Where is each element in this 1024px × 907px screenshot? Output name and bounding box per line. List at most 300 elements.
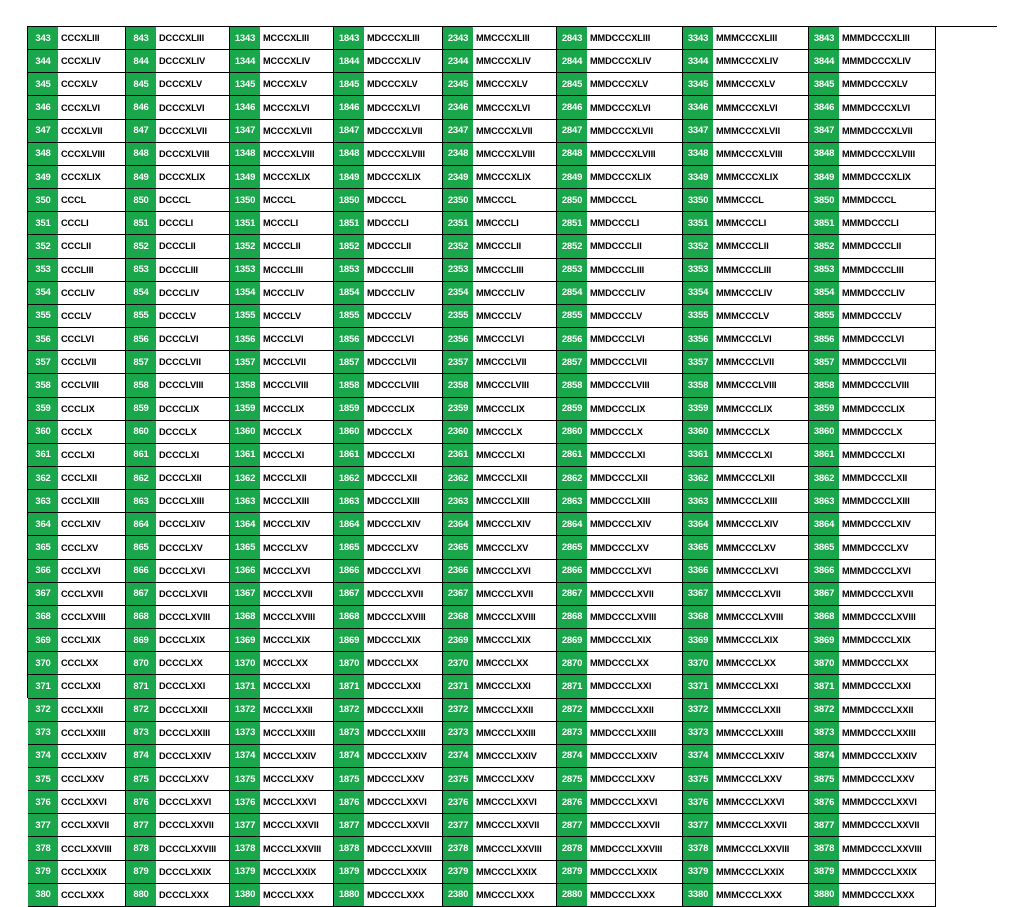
table-cell (230, 50, 334, 73)
table-cell (230, 398, 334, 421)
roman-numeral: CCCLV (61, 310, 92, 321)
roman-numeral: DCCCLIX (159, 403, 200, 414)
table-cell (683, 282, 809, 305)
arabic-number: 3370 (683, 652, 713, 674)
roman-numeral: MCCCLVI (263, 334, 304, 345)
roman-numeral: MMCCCLV (476, 310, 522, 321)
table-row (28, 629, 997, 652)
roman-numeral: MMMCCCLXVII (716, 588, 781, 599)
table-cell (809, 837, 936, 860)
roman-numeral: MMMCCCLVII (716, 357, 775, 368)
arabic-number: 876 (126, 791, 156, 813)
roman-numeral: CCCLXII (61, 473, 98, 484)
table-cell (28, 884, 126, 907)
roman-numeral: MDCCCLVI (367, 334, 415, 345)
arabic-number: 1366 (230, 560, 260, 582)
arabic-number: 3877 (809, 814, 839, 836)
arabic-number: 3373 (683, 722, 713, 744)
roman-numeral: MMDCCCLX (590, 426, 643, 437)
arabic-number: 2856 (557, 328, 587, 350)
table-cell (334, 305, 443, 328)
table-cell (809, 768, 936, 791)
roman-numeral: MDCCCLXVI (367, 565, 421, 576)
table-cell (809, 143, 936, 166)
arabic-number: 1344 (230, 50, 260, 72)
table-row (28, 27, 997, 50)
arabic-number: 3368 (683, 606, 713, 628)
arabic-number: 1878 (334, 837, 364, 859)
roman-numeral: CCCLXXVIII (61, 843, 112, 854)
arabic-number: 3380 (683, 884, 713, 906)
arabic-number: 2376 (443, 791, 473, 813)
table-cell (683, 560, 809, 583)
table-cell (126, 629, 230, 652)
table-cell (683, 120, 809, 143)
roman-numeral: MMCCCLXIV (476, 519, 531, 530)
roman-numeral: MMCCCLVI (476, 334, 525, 345)
roman-numeral: MCCCLIII (263, 264, 304, 275)
arabic-number: 3343 (683, 27, 713, 49)
arabic-number: 359 (28, 398, 58, 420)
table-cell (557, 722, 683, 745)
table-cell (28, 305, 126, 328)
roman-numeral: MMMDCCCXLV (842, 79, 908, 90)
table-cell (443, 374, 557, 397)
arabic-number: 3860 (809, 421, 839, 443)
table-cell (443, 50, 557, 73)
roman-numeral: MCCCLXXVII (263, 820, 319, 831)
roman-numeral: MMMDCCCLXI (842, 449, 905, 460)
table-cell (126, 96, 230, 119)
roman-numeral: MMMCCCLII (716, 241, 769, 252)
roman-numeral: MDCCCLXVIII (367, 611, 426, 622)
arabic-number: 1843 (334, 27, 364, 49)
arabic-number: 1368 (230, 606, 260, 628)
table-cell (443, 235, 557, 258)
roman-numeral: MMCCCLVIII (476, 380, 529, 391)
arabic-number: 2870 (557, 652, 587, 674)
table-cell (334, 444, 443, 467)
arabic-number: 2377 (443, 814, 473, 836)
table-cell (230, 768, 334, 791)
table-row (28, 143, 997, 166)
roman-numeral: DCCCLXIII (159, 496, 205, 507)
table-cell (443, 444, 557, 467)
table-cell (28, 282, 126, 305)
table-cell (443, 120, 557, 143)
table-row (28, 259, 997, 282)
roman-numeral: MDCCCLIX (367, 403, 415, 414)
table-cell (683, 675, 809, 698)
table-cell (230, 143, 334, 166)
roman-numeral: MMMCCCLXII (716, 473, 775, 484)
arabic-number: 1361 (230, 444, 260, 466)
roman-numeral: CCCXLVIII (61, 148, 105, 159)
arabic-number: 849 (126, 166, 156, 188)
table-cell (126, 166, 230, 189)
arabic-number: 3864 (809, 513, 839, 535)
roman-numeral: DCCCLXXIII (159, 727, 211, 738)
arabic-number: 848 (126, 143, 156, 165)
table-cell (557, 212, 683, 235)
arabic-number: 3879 (809, 861, 839, 883)
arabic-number: 347 (28, 120, 58, 142)
table-cell (557, 629, 683, 652)
table-cell (809, 583, 936, 606)
arabic-number: 2850 (557, 189, 587, 211)
arabic-number: 2846 (557, 96, 587, 118)
roman-numeral: DCCCLXVII (159, 588, 208, 599)
arabic-number: 380 (28, 884, 58, 906)
arabic-number: 2863 (557, 490, 587, 512)
roman-numeral: MMMDCCCXLVIII (842, 148, 916, 159)
arabic-number: 373 (28, 722, 58, 744)
arabic-number: 1356 (230, 328, 260, 350)
roman-numeral: CCCLXVIII (61, 611, 106, 622)
arabic-number: 3845 (809, 73, 839, 95)
arabic-number: 1360 (230, 421, 260, 443)
table-cell (809, 73, 936, 96)
roman-numeral: MDCCCXLVI (367, 102, 421, 113)
table-cell (334, 513, 443, 536)
arabic-number: 348 (28, 143, 58, 165)
roman-numeral: MCCCXLV (263, 79, 308, 90)
table-cell (809, 745, 936, 768)
table-cell (334, 814, 443, 837)
table-cell (230, 328, 334, 351)
table-cell (443, 837, 557, 860)
roman-numeral: MMMCCCLXVI (716, 565, 779, 576)
table-cell (809, 398, 936, 421)
arabic-number: 1354 (230, 282, 260, 304)
arabic-number: 3870 (809, 652, 839, 674)
table-cell (126, 791, 230, 814)
table-cell (809, 884, 936, 907)
arabic-number: 852 (126, 235, 156, 257)
arabic-number: 3351 (683, 212, 713, 234)
roman-numeral: MMDCCCLXXVII (590, 820, 660, 831)
roman-numeral: DCCCLI (159, 218, 194, 229)
roman-numeral: MMMCCCXLIX (716, 172, 779, 183)
roman-numeral: MMMCCCLXXII (716, 704, 781, 715)
table-cell (443, 583, 557, 606)
roman-numeral: MMMCCCLXXI (716, 681, 779, 692)
roman-numeral: CCCLXV (61, 542, 99, 553)
table-row (28, 398, 997, 421)
table-row (28, 861, 997, 884)
arabic-number: 1844 (334, 50, 364, 72)
arabic-number: 2875 (557, 768, 587, 790)
table-cell (683, 884, 809, 907)
table-row (28, 305, 997, 328)
table-cell (230, 745, 334, 768)
arabic-number: 847 (126, 120, 156, 142)
table-row (28, 837, 997, 860)
arabic-number: 3364 (683, 513, 713, 535)
table-row (28, 745, 997, 768)
roman-numeral: MMMDCCCLXXVIII (842, 843, 922, 854)
table-cell (230, 513, 334, 536)
roman-numeral: MMDCCCXLVI (590, 102, 651, 113)
table-cell (28, 536, 126, 559)
roman-numeral: MMMDCCCLIX (842, 403, 905, 414)
arabic-number: 1859 (334, 398, 364, 420)
arabic-number: 354 (28, 282, 58, 304)
arabic-number: 2869 (557, 629, 587, 651)
table-cell (126, 884, 230, 907)
roman-numeral: CCCLXXX (61, 889, 105, 900)
table-cell (230, 629, 334, 652)
arabic-number: 2344 (443, 50, 473, 72)
roman-numeral: CCCXLIV (61, 56, 101, 67)
roman-numeral: CCCLXI (61, 449, 95, 460)
arabic-number: 1871 (334, 675, 364, 697)
table-row (28, 351, 997, 374)
roman-numeral: MDCCCLII (367, 241, 412, 252)
arabic-number: 1359 (230, 398, 260, 420)
table-cell (334, 884, 443, 907)
arabic-number: 360 (28, 421, 58, 443)
table-cell (334, 282, 443, 305)
roman-numeral: MMDCCCLI (590, 218, 640, 229)
table-cell (443, 536, 557, 559)
roman-numeral: CCCLII (61, 241, 92, 252)
roman-numeral: MMDCCCLV (590, 310, 643, 321)
table-cell (683, 50, 809, 73)
table-cell (809, 861, 936, 884)
arabic-number: 2380 (443, 884, 473, 906)
arabic-number: 878 (126, 837, 156, 859)
roman-numeral: CCCLX (61, 426, 93, 437)
table-cell (557, 745, 683, 768)
table-cell (557, 305, 683, 328)
roman-numeral: DCCCL (159, 195, 191, 206)
arabic-number: 345 (28, 73, 58, 95)
table-cell (334, 745, 443, 768)
roman-numeral: MMMCCCLXXX (716, 889, 782, 900)
roman-numeral: MMDCCCXLIII (590, 33, 651, 44)
arabic-number: 2374 (443, 745, 473, 767)
table-cell (557, 120, 683, 143)
table-cell (334, 212, 443, 235)
roman-numeral: DCCCXLV (159, 79, 203, 90)
table-cell (809, 212, 936, 235)
table-row (28, 96, 997, 119)
table-cell (28, 467, 126, 490)
table-cell (28, 606, 126, 629)
roman-numeral: MDCCCXLIII (367, 33, 420, 44)
roman-numeral: MMMDCCCLI (842, 218, 899, 229)
table-cell (683, 629, 809, 652)
table-cell (334, 328, 443, 351)
arabic-number: 3878 (809, 837, 839, 859)
roman-numeral: MMDCCCLVII (590, 357, 648, 368)
table-cell (230, 814, 334, 837)
table-cell (126, 189, 230, 212)
table-cell (230, 444, 334, 467)
roman-numeral: MMMDCCCLXX (842, 658, 909, 669)
roman-numeral: MCCCLVII (263, 357, 306, 368)
roman-numeral: MMMCCCLXIX (716, 635, 779, 646)
arabic-number: 2356 (443, 328, 473, 350)
arabic-number: 3361 (683, 444, 713, 466)
table-cell (683, 444, 809, 467)
roman-numeral: MMDCCCLIX (590, 403, 646, 414)
roman-numeral: DCCCLXXVIII (159, 843, 217, 854)
table-cell (683, 398, 809, 421)
arabic-number: 346 (28, 96, 58, 118)
table-row (28, 536, 997, 559)
table-cell (557, 328, 683, 351)
table-cell (809, 629, 936, 652)
table-cell (334, 398, 443, 421)
arabic-number: 3356 (683, 328, 713, 350)
roman-numeral: MMDCCCLXII (590, 473, 648, 484)
roman-numeral: MCCCLX (263, 426, 302, 437)
roman-numeral: DCCCLXI (159, 449, 200, 460)
table-cell (557, 467, 683, 490)
roman-numeral: MMCCCLXIX (476, 635, 531, 646)
table-cell (443, 421, 557, 444)
table-cell (230, 536, 334, 559)
table-cell (334, 73, 443, 96)
arabic-number: 2844 (557, 50, 587, 72)
roman-numeral: MMMDCCCLVI (842, 334, 905, 345)
roman-numeral: MMCCCLXIII (476, 496, 530, 507)
table-cell (126, 212, 230, 235)
arabic-number: 879 (126, 861, 156, 883)
arabic-number: 2345 (443, 73, 473, 95)
roman-numeral: MMDCCCLXI (590, 449, 646, 460)
table-row (28, 768, 997, 791)
table-cell (683, 606, 809, 629)
table-cell (126, 490, 230, 513)
table-cell (230, 722, 334, 745)
roman-numeral: MMCCCLXXVIII (476, 843, 542, 854)
roman-numeral: DCCCLXXVI (159, 797, 212, 808)
arabic-number: 850 (126, 189, 156, 211)
roman-numeral: MCCCLXIV (263, 519, 311, 530)
arabic-number: 2851 (557, 212, 587, 234)
roman-numeral: MMMDCCCLX (842, 426, 903, 437)
arabic-number: 350 (28, 189, 58, 211)
arabic-number: 870 (126, 652, 156, 674)
roman-numeral: MDCCCXLVII (367, 125, 423, 136)
roman-numeral: DCCCLVII (159, 357, 201, 368)
arabic-number: 2351 (443, 212, 473, 234)
table-cell (28, 73, 126, 96)
table-cell (126, 27, 230, 50)
table-cell (334, 629, 443, 652)
roman-numeral: MDCCCXLIV (367, 56, 421, 67)
table-cell (126, 861, 230, 884)
roman-numeral: MMCCCXLV (476, 79, 528, 90)
arabic-number: 2865 (557, 536, 587, 558)
table-cell (443, 490, 557, 513)
arabic-number: 3880 (809, 884, 839, 906)
roman-numeral: MCCCLXXVI (263, 797, 317, 808)
arabic-number: 362 (28, 467, 58, 489)
arabic-number: 1866 (334, 560, 364, 582)
arabic-number: 370 (28, 652, 58, 674)
roman-numeral: DCCCLIII (159, 264, 199, 275)
arabic-number: 2847 (557, 120, 587, 142)
roman-numeral: MMDCCCLIV (590, 287, 646, 298)
arabic-number: 2352 (443, 235, 473, 257)
roman-numeral: MCCCLXVI (263, 565, 311, 576)
arabic-number: 3865 (809, 536, 839, 558)
table-cell (126, 814, 230, 837)
table-cell (126, 259, 230, 282)
table-cell (230, 235, 334, 258)
arabic-number: 1346 (230, 96, 260, 118)
arabic-number: 3366 (683, 560, 713, 582)
roman-numeral: MMCCCLXVIII (476, 611, 536, 622)
roman-numeral: MMCCCXLVIII (476, 148, 535, 159)
roman-numeral: DCCCLVI (159, 334, 199, 345)
arabic-number: 1852 (334, 235, 364, 257)
table-cell (334, 351, 443, 374)
roman-numeral: MMCCCLI (476, 218, 519, 229)
roman-numeral: DCCCLXXX (159, 889, 209, 900)
table-cell (126, 50, 230, 73)
arabic-number: 2854 (557, 282, 587, 304)
arabic-number: 875 (126, 768, 156, 790)
table-cell (334, 791, 443, 814)
roman-numeral: MMMDCCCLVII (842, 357, 907, 368)
arabic-number: 873 (126, 722, 156, 744)
table-cell (28, 837, 126, 860)
table-cell (443, 328, 557, 351)
table-cell (28, 96, 126, 119)
roman-numeral: DCCCXLVIII (159, 148, 210, 159)
roman-numeral: MMMCCCXLV (716, 79, 776, 90)
table-cell (230, 73, 334, 96)
roman-numeral: MMMCCCLIV (716, 287, 773, 298)
arabic-number: 3850 (809, 189, 839, 211)
roman-numeral: CCCLXXVII (61, 820, 110, 831)
arabic-number: 2360 (443, 421, 473, 443)
arabic-number: 3843 (809, 27, 839, 49)
table-cell (28, 814, 126, 837)
table-cell (443, 398, 557, 421)
roman-numeral: MMCCCLXV (476, 542, 529, 553)
roman-numeral: MMMDCCCLXIX (842, 635, 911, 646)
roman-numeral: MMCCCLXXVI (476, 797, 537, 808)
table-cell (126, 73, 230, 96)
arabic-number: 857 (126, 351, 156, 373)
arabic-number: 1879 (334, 861, 364, 883)
table-cell (683, 235, 809, 258)
table-cell (230, 282, 334, 305)
table-cell (126, 351, 230, 374)
table-cell (683, 467, 809, 490)
roman-numeral: MMCCCL (476, 195, 517, 206)
arabic-number: 2876 (557, 791, 587, 813)
arabic-number: 2368 (443, 606, 473, 628)
roman-numeral: MMCCCLIV (476, 287, 525, 298)
table-cell (443, 189, 557, 212)
arabic-number: 1349 (230, 166, 260, 188)
table-cell (809, 96, 936, 119)
roman-numeral: MCCCLIV (263, 287, 305, 298)
roman-numeral: MMMDCCCLXXIII (842, 727, 916, 738)
roman-numeral: MMCCCLXXIII (476, 727, 536, 738)
table-cell (809, 27, 936, 50)
table-row (28, 722, 997, 745)
table-row (28, 652, 997, 675)
arabic-number: 3871 (809, 675, 839, 697)
